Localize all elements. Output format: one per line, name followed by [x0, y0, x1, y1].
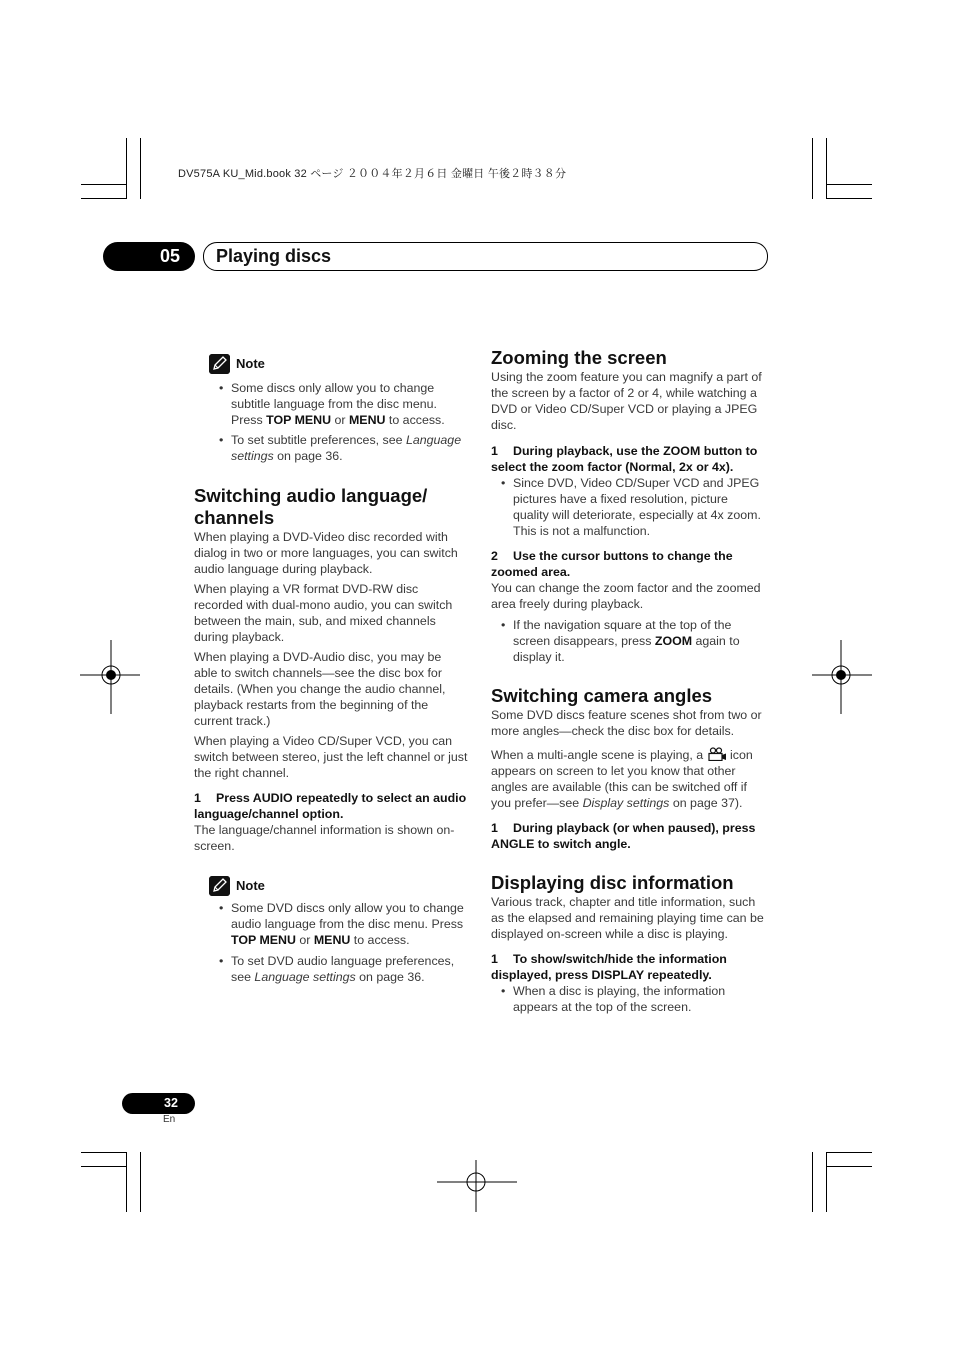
list-item: • To set subtitle preferences, see Language settings on page 36.: [209, 432, 468, 464]
paragraph: When playing a DVD-Video disc recorded with dialog in two or more languages, you can switch audio language during playback.: [194, 530, 458, 576]
list-item: • Some DVD discs only allow you to change audio language from the disc menu. Press TOP MENU or MENU to access.: [209, 900, 468, 948]
note-subtitle: [194, 354, 468, 464]
pencil-note-icon: [209, 354, 230, 374]
page-language: En: [163, 1114, 176, 1125]
note-label: Note: [236, 356, 265, 371]
paragraph: The language/channel information is shown on-screen.: [194, 823, 455, 853]
right-column: [491, 347, 767, 1015]
paragraph: When playing a Video CD/Super VCD, you can switch between stereo, just the left channel or just the right channel.: [194, 734, 468, 780]
paragraph: When a multi-angle scene is playing, a icon appears on screen to let you know that other angles are available (this can be switched off if you prefer—see Display settings on page 37).: [491, 748, 753, 810]
page-number-tab: [122, 1093, 195, 1114]
pencil-note-icon: [209, 876, 230, 896]
registration-mark-bottom: [437, 1160, 517, 1212]
list-item: • Since DVD, Video CD/Super VCD and JPEG pictures have a fixed resolution, picture quality will deteriorate, especially at 4x zoom. This is not a malfunction.: [491, 475, 767, 539]
list-item: • To set DVD audio language preferences, see Language settings on page 36.: [209, 953, 468, 985]
step-instruction: 2 Use the cursor buttons to change the zoomed area.: [491, 549, 733, 579]
note-label: Note: [236, 878, 265, 893]
chapter-title: Playing discs: [216, 246, 332, 266]
paragraph: Using the zoom feature you can magnify a part of the screen by a factor of 2 or 4, while watching a DVD or Video CD/Super VCD or playing a JPEG disc.: [491, 370, 762, 432]
registration-mark-left: [80, 640, 140, 714]
step-instruction: 1 Press AUDIO repeatedly to select an audio language/channel option.: [194, 791, 467, 821]
note-audio: [194, 876, 468, 985]
list-item: • When a disc is playing, the information appears at the top of the screen.: [491, 983, 767, 1015]
section-heading-angles: Switching camera angles: [491, 685, 713, 706]
paragraph: When playing a DVD-Audio disc, you may be able to switch channels—see the disc box for details. (When you change the audio channel, playback restarts from the beginning of the current track.): [194, 650, 446, 728]
chapter-number: 05: [159, 246, 181, 266]
left-column: [194, 354, 468, 985]
camera-angle-icon: [707, 747, 727, 761]
section-heading-info: Displaying disc information: [491, 872, 734, 893]
step-instruction: 1 During playback (or when paused), press ANGLE to switch angle.: [491, 821, 756, 851]
file-info-header: DV575A KU_Mid.book 32 ページ ２００４年２月６日 金曜日 午後２時３８分: [178, 168, 567, 180]
page-number: 32: [164, 1096, 178, 1110]
paragraph: Some DVD discs feature scenes shot from two or more angles—check the disc box for details.: [491, 708, 762, 738]
step-instruction: 1 To show/switch/hide the information displayed, press DISPLAY repeatedly.: [491, 952, 727, 982]
section-heading-audio: Switching audio language/ channels: [194, 485, 428, 528]
registration-mark-right: [812, 640, 872, 714]
section-heading-zoom: Zooming the screen: [491, 347, 667, 368]
list-item: • If the navigation square at the top of the screen disappears, press ZOOM again to display it.: [491, 617, 767, 665]
list-item: • Some discs only allow you to change subtitle language from the disc menu. Press TOP MENU or MENU to access.: [209, 380, 468, 428]
paragraph: When playing a VR format DVD-RW disc recorded with dual-mono audio, you can switch between the main, sub, and mixed channels during playback.: [194, 582, 453, 644]
paragraph: Various track, chapter and title information, such as the elapsed and remaining playing time can be displayed on-screen while a disc is playing.: [491, 895, 764, 941]
step-instruction: 1 During playback, use the ZOOM button to select the zoom factor (Normal, 2x or 4x).: [491, 444, 758, 474]
paragraph: You can change the zoom factor and the zoomed area freely during playback.: [491, 581, 761, 611]
